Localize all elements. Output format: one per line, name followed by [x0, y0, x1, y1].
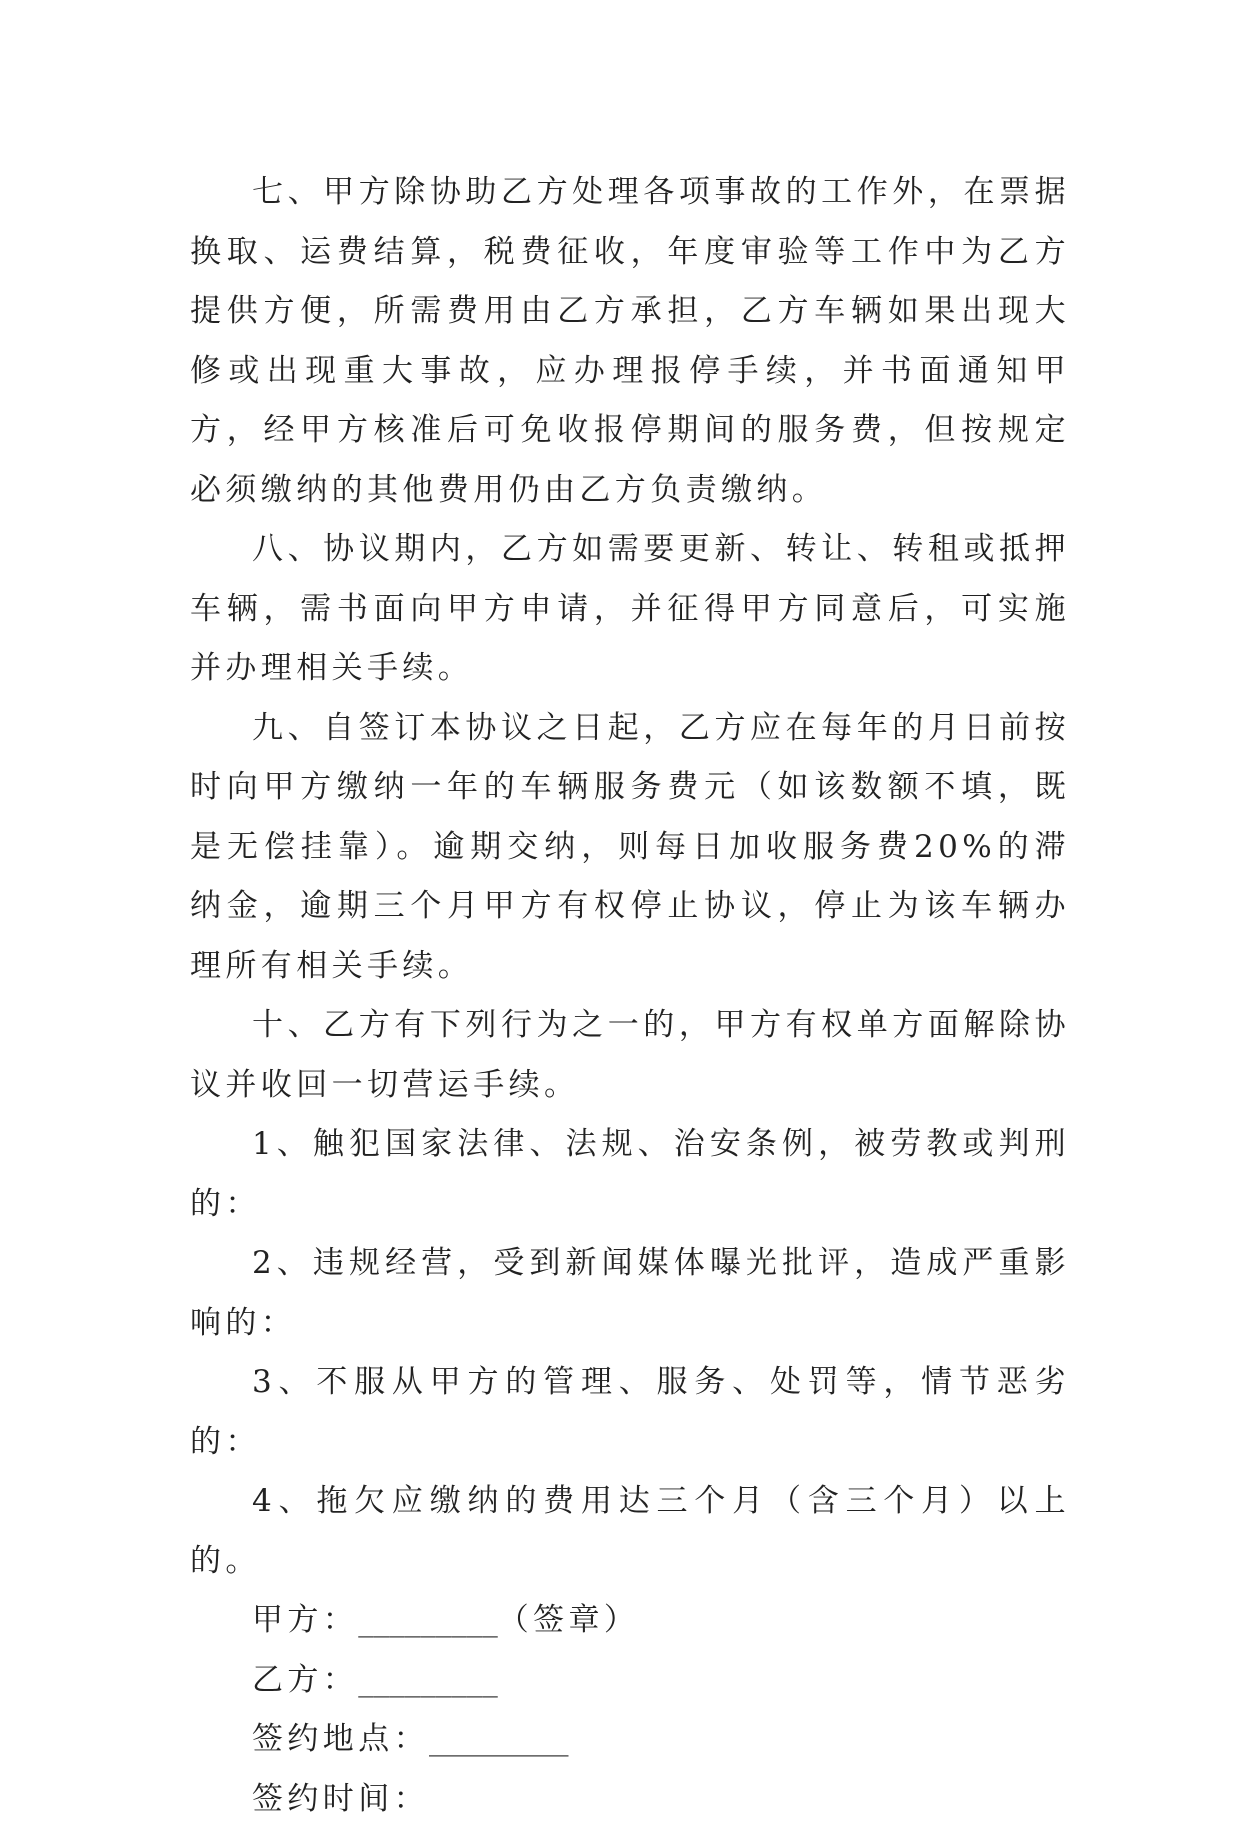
clause-10-item-4: 4、拖欠应缴纳的费用达三个月（含三个月）以上的。	[190, 1472, 1070, 1591]
place-label: 签约地点：	[252, 1721, 429, 1757]
party-a-blank: _________	[358, 1602, 498, 1638]
signature-place	[190, 1710, 1070, 1770]
party-a-label: 甲方：	[252, 1602, 358, 1638]
place-blank: _________	[429, 1721, 569, 1757]
clause-10: 十、乙方有下列行为之一的，甲方有权单方面解除协议并收回一切营运手续。	[190, 996, 1070, 1115]
signature-party-a	[190, 1591, 1070, 1651]
document-body	[190, 163, 1070, 1829]
clause-8: 八、协议期内，乙方如需要更新、转让、转租或抵押车辆，需书面向甲方申请，并征得甲方同意后，可实施并办理相关手续。	[190, 520, 1070, 699]
signature-party-b	[190, 1651, 1070, 1711]
clause-7: 七、甲方除协助乙方处理各项事故的工作外，在票据换取、运费结算，税费征收，年度审验等工作中为乙方提供方便，所需费用由乙方承担，乙方车辆如果出现大修或出现重大事故，应办理报停手续，并书面通知甲方，经甲方核准后可免收报停期间的服务费，但按规定必须缴纳的其他费用仍由乙方负责缴纳。	[190, 163, 1070, 520]
clause-10-item-1: 1、触犯国家法律、法规、治安条例，被劳教或判刑的：	[190, 1115, 1070, 1234]
clause-10-item-2: 2、违规经营，受到新闻媒体曝光批评，造成严重影响的：	[190, 1234, 1070, 1353]
party-b-label: 乙方：	[252, 1662, 358, 1698]
clause-10-item-3: 3、不服从甲方的管理、服务、处罚等，情节恶劣的：	[190, 1353, 1070, 1472]
signature-time	[190, 1770, 1070, 1829]
party-a-seal-note: （签章）	[498, 1602, 640, 1638]
time-label: 签约时间：	[252, 1781, 429, 1817]
clause-9: 九、自签订本协议之日起，乙方应在每年的月日前按时向甲方缴纳一年的车辆服务费元（如该数额不填，既是无偿挂靠）。逾期交纳，则每日加收服务费20%的滞纳金，逾期三个月甲方有权停止协议，停止为该车辆办理所有相关手续。	[190, 699, 1070, 997]
party-b-blank: _________	[358, 1662, 498, 1698]
